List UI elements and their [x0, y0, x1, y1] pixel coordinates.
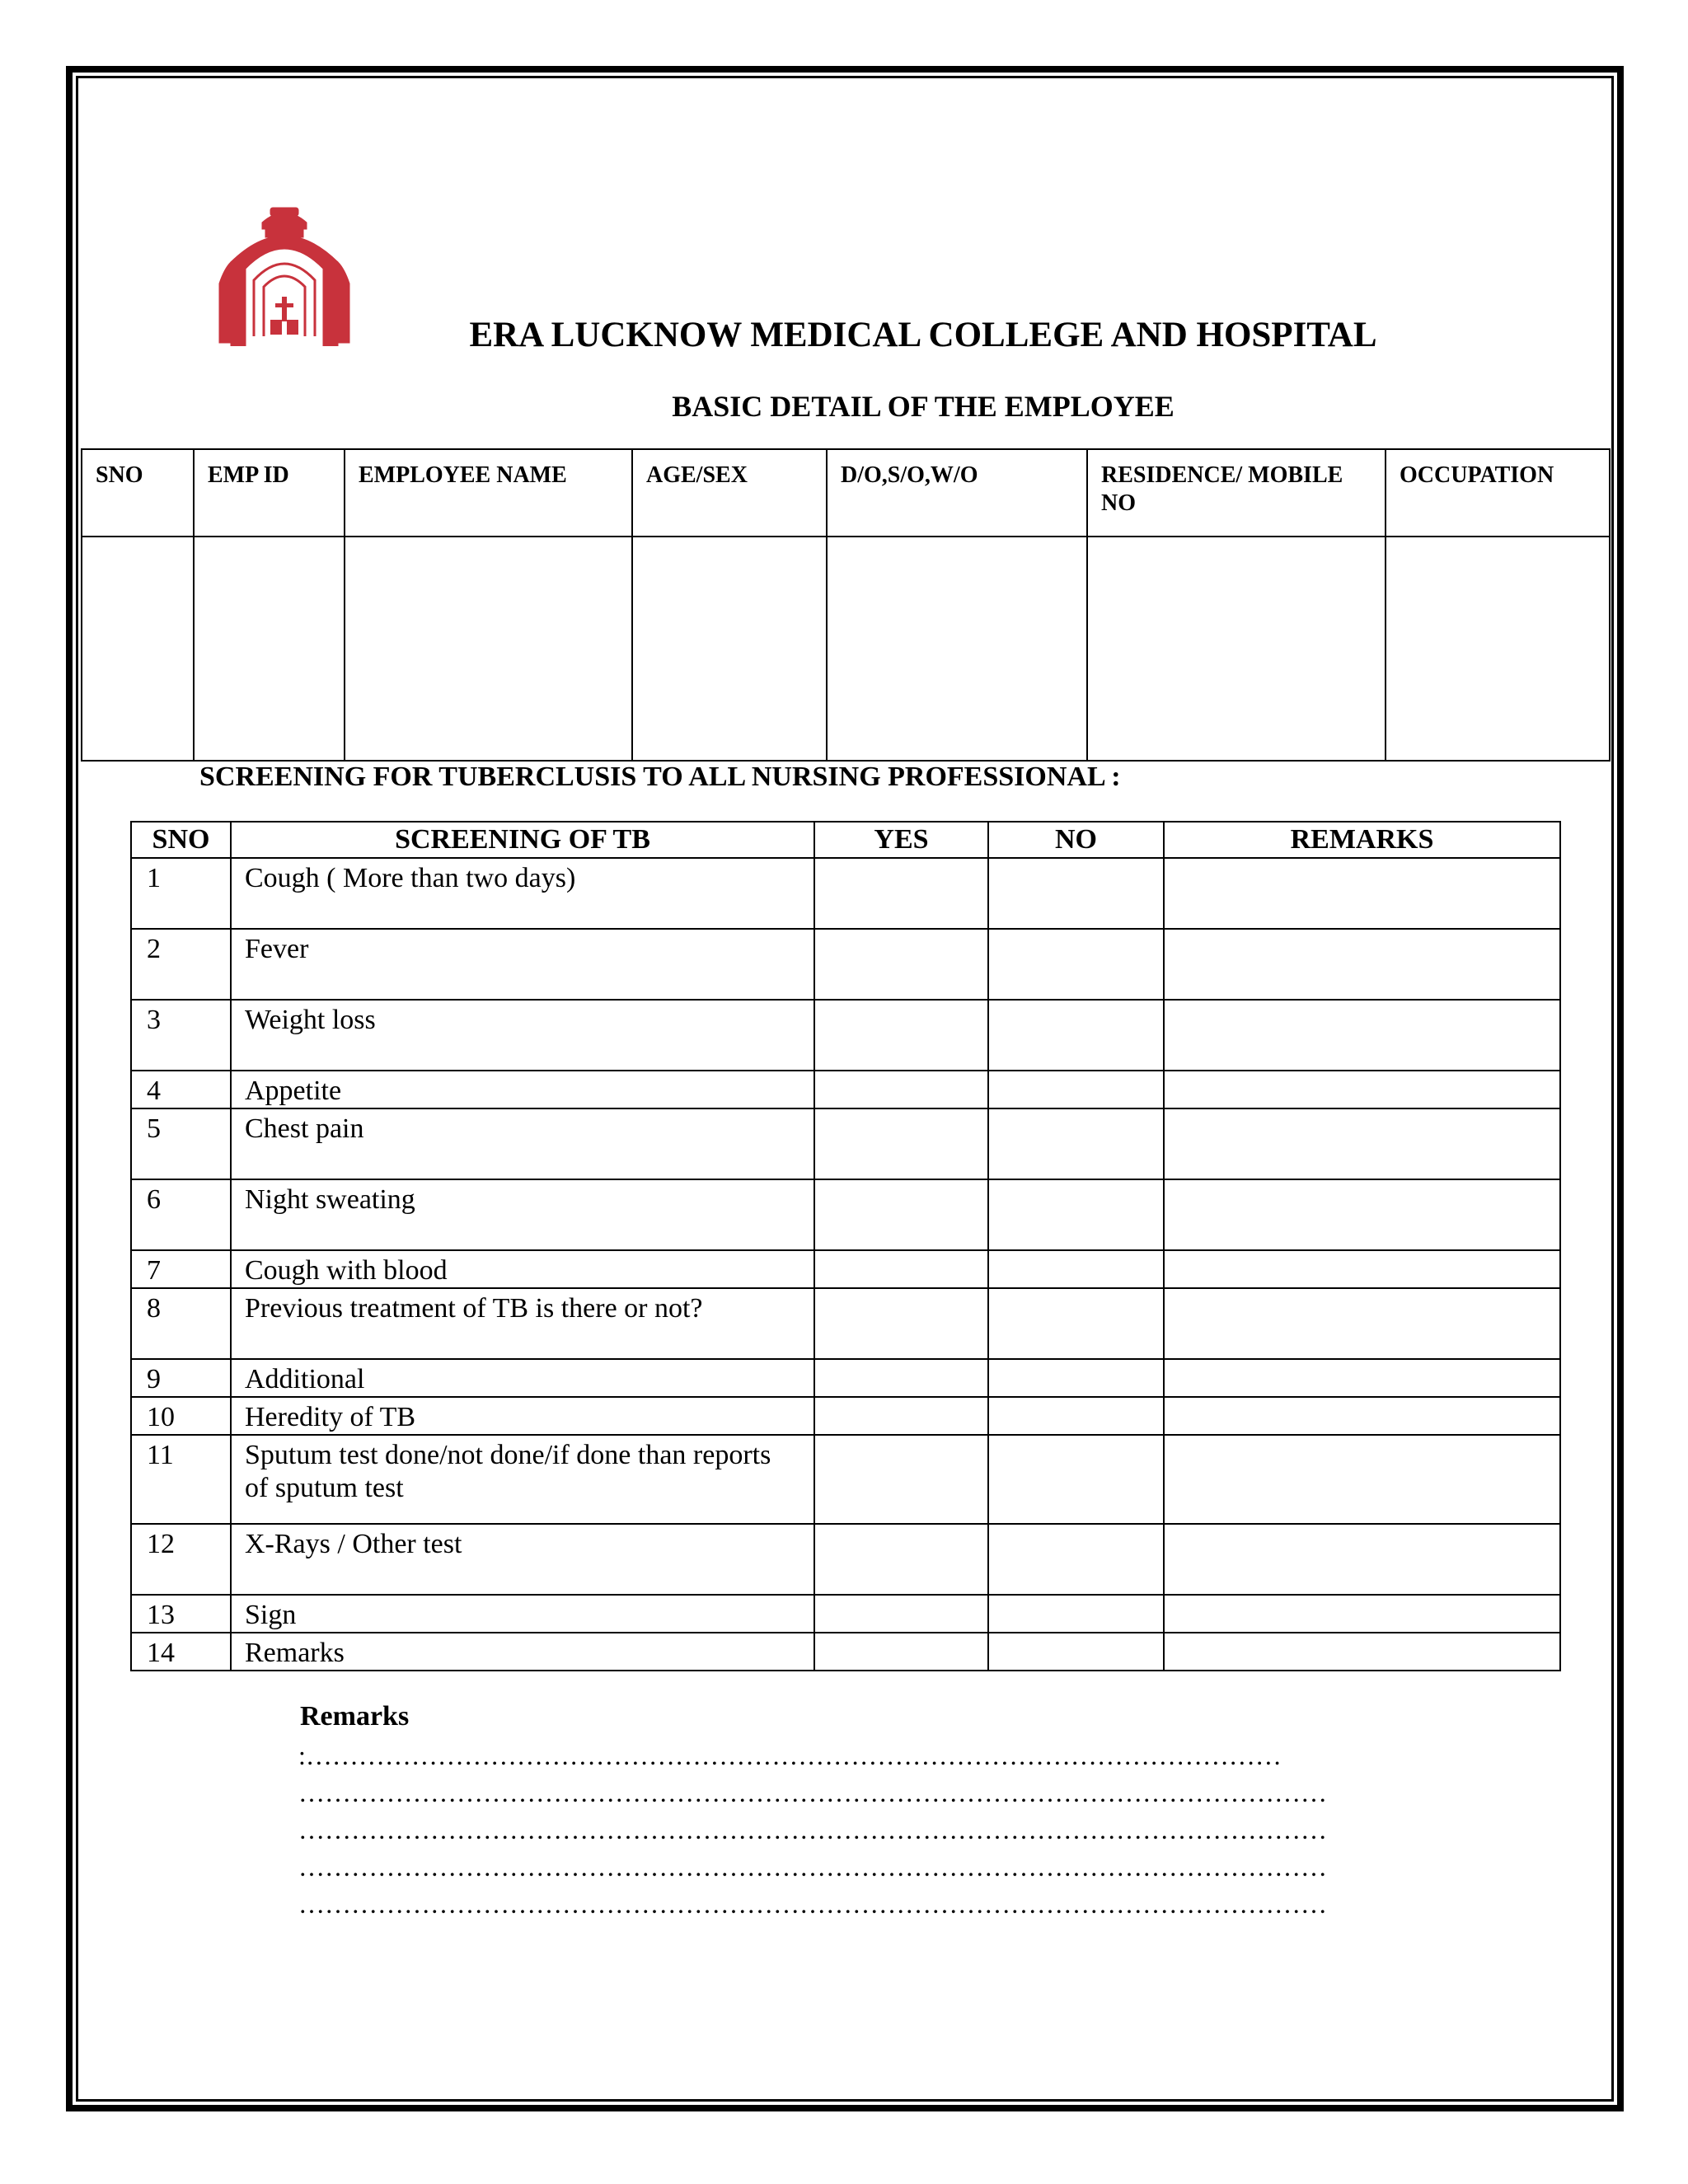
no-cell[interactable]	[988, 1000, 1164, 1071]
remarks-line[interactable]: ………………………………………………………………………………………………………	[298, 1889, 1327, 1919]
row-sno: 12	[131, 1524, 231, 1595]
remarks-cell[interactable]	[1164, 1000, 1560, 1071]
row-sno: 5	[131, 1108, 231, 1179]
yes-cell[interactable]	[814, 1359, 988, 1397]
relation-field[interactable]	[827, 537, 1087, 761]
no-cell[interactable]	[988, 1108, 1164, 1179]
remarks-line[interactable]: ………………………………………………………………………………………………………	[298, 1852, 1327, 1882]
row-sno: 14	[131, 1633, 231, 1671]
table-row	[131, 1108, 1560, 1179]
row-screening-item: Chest pain	[231, 1108, 814, 1179]
no-cell[interactable]	[988, 1435, 1164, 1524]
remarks-cell[interactable]	[1164, 1108, 1560, 1179]
no-cell[interactable]	[988, 1288, 1164, 1359]
yes-cell[interactable]	[814, 1000, 988, 1071]
page-title: ERA LUCKNOW MEDICAL COLLEGE AND HOSPITAL	[469, 316, 1377, 354]
remarks-cell[interactable]	[1164, 1633, 1560, 1671]
remarks-cell[interactable]	[1164, 1595, 1560, 1633]
row-sno: 7	[131, 1250, 231, 1288]
row-screening-item: Remarks	[231, 1633, 814, 1671]
remarks-cell[interactable]	[1164, 1524, 1560, 1595]
column-header-screening-of-tb: SCREENING OF TB	[231, 822, 814, 858]
remarks-line[interactable]: ………………………………………………………………………………………………………	[298, 1815, 1327, 1844]
remarks-line[interactable]: ………………………………………………………………………………………………………	[298, 1778, 1327, 1807]
residence-mobile-field[interactable]	[1087, 537, 1386, 761]
row-sno: 3	[131, 1000, 231, 1071]
yes-cell[interactable]	[814, 1288, 988, 1359]
column-header-age-sex: AGE/SEX	[632, 449, 827, 537]
no-cell[interactable]	[988, 929, 1164, 1000]
row-screening-item: Cough with blood	[231, 1250, 814, 1288]
row-screening-item: Night sweating	[231, 1179, 814, 1250]
table-row	[131, 858, 1560, 929]
table-row	[131, 1595, 1560, 1633]
employee-detail-table	[81, 448, 1611, 762]
employee-name-field[interactable]	[345, 537, 632, 761]
yes-cell[interactable]	[814, 1071, 988, 1108]
emp-id-field[interactable]	[194, 537, 345, 761]
table-row	[131, 929, 1560, 1000]
column-header-residence-mobile: RESIDENCE/ MOBILE NO	[1087, 449, 1386, 537]
table-row	[131, 1288, 1560, 1359]
remarks-cell[interactable]	[1164, 1250, 1560, 1288]
row-sno: 6	[131, 1179, 231, 1250]
row-sno: 10	[131, 1397, 231, 1435]
yes-cell[interactable]	[814, 1524, 988, 1595]
sno-field[interactable]	[82, 537, 194, 761]
remarks-cell[interactable]	[1164, 1071, 1560, 1108]
remarks-line[interactable]: :…………………………………………………………………………………………………	[298, 1741, 1282, 1770]
row-sno: 1	[131, 858, 231, 929]
age-sex-field[interactable]	[632, 537, 827, 761]
row-screening-item: Additional	[231, 1359, 814, 1397]
column-header-employee-name: EMPLOYEE NAME	[345, 449, 632, 537]
yes-cell[interactable]	[814, 1435, 988, 1524]
no-cell[interactable]	[988, 1524, 1164, 1595]
column-header-occupation: OCCUPATION	[1386, 449, 1610, 537]
column-header-sno: SNO	[82, 449, 194, 537]
column-header-no: NO	[988, 822, 1164, 858]
yes-cell[interactable]	[814, 1108, 988, 1179]
tb-screening-table	[130, 821, 1561, 1671]
column-header-relation: D/O,S/O,W/O	[827, 449, 1087, 537]
table-row	[131, 1633, 1560, 1671]
no-cell[interactable]	[988, 1179, 1164, 1250]
column-header-yes: YES	[814, 822, 988, 858]
row-sno: 11	[131, 1435, 231, 1524]
screening-header-row	[131, 822, 1560, 858]
row-screening-item: Cough ( More than two days)	[231, 858, 814, 929]
remarks-label: Remarks	[300, 1701, 410, 1732]
row-screening-item: Weight loss	[231, 1000, 814, 1071]
row-sno: 2	[131, 929, 231, 1000]
column-header-remarks: REMARKS	[1164, 822, 1560, 858]
table-row	[131, 1000, 1560, 1071]
no-cell[interactable]	[988, 1397, 1164, 1435]
yes-cell[interactable]	[814, 1397, 988, 1435]
no-cell[interactable]	[988, 1595, 1164, 1633]
yes-cell[interactable]	[814, 858, 988, 929]
yes-cell[interactable]	[814, 1179, 988, 1250]
yes-cell[interactable]	[814, 929, 988, 1000]
page-subtitle: BASIC DETAIL OF THE EMPLOYEE	[672, 390, 1175, 423]
row-sno: 4	[131, 1071, 231, 1108]
no-cell[interactable]	[988, 1250, 1164, 1288]
row-screening-item: Sign	[231, 1595, 814, 1633]
remarks-cell[interactable]	[1164, 1435, 1560, 1524]
no-cell[interactable]	[988, 858, 1164, 929]
row-screening-item: Appetite	[231, 1071, 814, 1108]
no-cell[interactable]	[988, 1071, 1164, 1108]
row-screening-item: Previous treatment of TB is there or not?	[231, 1288, 814, 1359]
remarks-cell[interactable]	[1164, 1397, 1560, 1435]
row-screening-item: Fever	[231, 929, 814, 1000]
table-row	[131, 1359, 1560, 1397]
yes-cell[interactable]	[814, 1250, 988, 1288]
no-cell[interactable]	[988, 1633, 1164, 1671]
column-header-sno: SNO	[131, 822, 231, 858]
employee-table-header-row	[82, 449, 1610, 537]
table-row	[131, 1397, 1560, 1435]
row-sno: 8	[131, 1288, 231, 1359]
screening-heading: SCREENING FOR TUBERCLUSIS TO ALL NURSING PROFESSIONAL :	[199, 762, 1121, 792]
table-row	[131, 1435, 1560, 1524]
table-row	[131, 1524, 1560, 1595]
row-sno: 13	[131, 1595, 231, 1633]
row-screening-item: Sputum test done/not done/if done than reports of sputum test	[231, 1435, 814, 1524]
row-screening-item: Heredity of TB	[231, 1397, 814, 1435]
yes-cell[interactable]	[814, 1633, 988, 1671]
occupation-field[interactable]	[1386, 537, 1610, 761]
college-crest-icon	[216, 204, 353, 346]
remarks-cell[interactable]	[1164, 1179, 1560, 1250]
remarks-cell[interactable]	[1164, 929, 1560, 1000]
employee-entry-row	[82, 537, 1610, 761]
column-header-emp-id: EMP ID	[194, 449, 345, 537]
no-cell[interactable]	[988, 1359, 1164, 1397]
table-row	[131, 1250, 1560, 1288]
row-screening-item: X-Rays / Other test	[231, 1524, 814, 1595]
table-row	[131, 1071, 1560, 1108]
row-sno: 9	[131, 1359, 231, 1397]
remarks-cell[interactable]	[1164, 1359, 1560, 1397]
yes-cell[interactable]	[814, 1595, 988, 1633]
remarks-cell[interactable]	[1164, 858, 1560, 929]
remarks-cell[interactable]	[1164, 1288, 1560, 1359]
table-row	[131, 1179, 1560, 1250]
